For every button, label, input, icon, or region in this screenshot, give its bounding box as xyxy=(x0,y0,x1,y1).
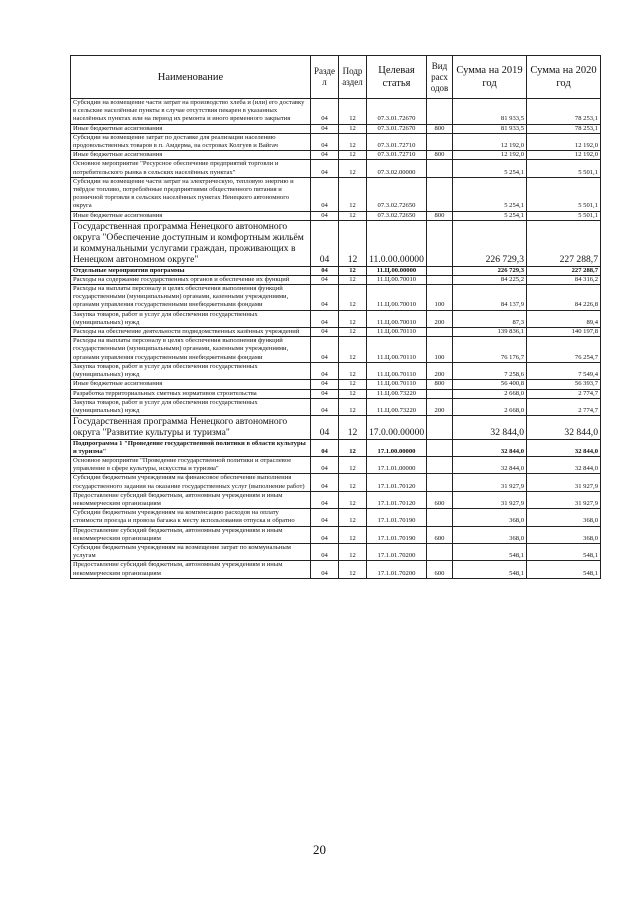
row-sum-2019: 5 254,1 xyxy=(453,211,527,220)
row-subsection: 12 xyxy=(339,133,367,150)
row-sum-2019: 368,0 xyxy=(453,509,527,526)
row-target: 17.1.01.70200 xyxy=(367,543,427,560)
row-target: 07.3.01.72670 xyxy=(367,124,427,133)
row-name: Разработка территориальных сметных нормативов строительства xyxy=(71,389,311,398)
row-sum-2020: 548,1 xyxy=(527,543,601,560)
row-sum-2020: 5 501,1 xyxy=(527,160,601,177)
row-target: 17.1.01.70120 xyxy=(367,491,427,508)
table-row xyxy=(71,133,601,150)
row-section: 04 xyxy=(311,389,339,398)
row-target: 07.3.01.72710 xyxy=(367,133,427,150)
row-sum-2019: 2 668,0 xyxy=(453,398,527,415)
row-expense-type xyxy=(427,509,453,526)
row-name: Субсидии бюджетным учреждениям на компенсацию расходов на оплату стоимости проезда и провоза багажа к месту использования отпуска и обратно xyxy=(71,509,311,526)
row-sum-2019: 32 844,0 xyxy=(453,416,527,439)
row-section: 04 xyxy=(311,99,339,125)
table-row xyxy=(71,151,601,160)
row-sum-2019: 7 258,6 xyxy=(453,362,527,379)
row-sum-2019: 5 254,1 xyxy=(453,177,527,211)
row-subsection: 12 xyxy=(339,491,367,508)
table-row xyxy=(71,439,601,456)
row-expense-type: 800 xyxy=(427,380,453,389)
row-subsection: 12 xyxy=(339,526,367,543)
row-section: 04 xyxy=(311,439,339,456)
row-expense-type xyxy=(427,543,453,560)
row-name: Субсидии на возмещение части затрат на производство хлеба и (или) его доставку в сельские населённые пункты в случае отсутствия пекарен в указанных населённых пунктах или на период их ремонта и иного временного закрытия xyxy=(71,99,311,125)
row-expense-type xyxy=(427,328,453,337)
row-name: Основное мероприятие "Ресурсное обеспечение предприятий торговли и потребительского рынка в сельских населённых пунктах" xyxy=(71,160,311,177)
row-subsection: 12 xyxy=(339,220,367,266)
row-section: 04 xyxy=(311,151,339,160)
budget-table xyxy=(70,55,601,579)
row-sum-2020: 84 226,8 xyxy=(527,285,601,311)
row-subsection: 12 xyxy=(339,160,367,177)
row-name: Предоставление субсидий бюджетным, автономным учреждениям и иным некоммерческим организациям xyxy=(71,491,311,508)
header-sum-2019: Сумма на 2019 год xyxy=(453,56,527,99)
table-row xyxy=(71,124,601,133)
row-sum-2019: 84 137,9 xyxy=(453,285,527,311)
table-row xyxy=(71,285,601,311)
table-row xyxy=(71,337,601,363)
row-expense-type xyxy=(427,266,453,275)
row-name: Субсидии на возмещение части затрат на электрическую, тепловую энергию и твёрдое топливо, потреблённые предприятиями общественного питания и розничной торговли в сельских населённых пунктах Ненецкого автономного округа xyxy=(71,177,311,211)
table-row xyxy=(71,543,601,560)
row-sum-2020: 2 774,7 xyxy=(527,398,601,415)
row-section: 04 xyxy=(311,133,339,150)
row-section: 04 xyxy=(311,362,339,379)
header-name: Наименование xyxy=(71,56,311,99)
row-expense-type: 100 xyxy=(427,285,453,311)
row-sum-2020: 78 253,1 xyxy=(527,99,601,125)
row-name: Иные бюджетные ассигнования xyxy=(71,380,311,389)
row-sum-2019: 548,1 xyxy=(453,543,527,560)
table-row xyxy=(71,211,601,220)
row-sum-2019: 32 844,0 xyxy=(453,439,527,456)
row-subsection: 12 xyxy=(339,337,367,363)
row-expense-type: 600 xyxy=(427,561,453,578)
header-sum-2020: Сумма на 2020 год xyxy=(527,56,601,99)
row-target: 17.1.01.70190 xyxy=(367,526,427,543)
row-target: 17.0.00.00000 xyxy=(367,416,427,439)
table-row xyxy=(71,99,601,125)
table-row xyxy=(71,491,601,508)
row-target: 11.Ц.00.70110 xyxy=(367,328,427,337)
row-expense-type xyxy=(427,99,453,125)
row-sum-2019: 5 254,1 xyxy=(453,160,527,177)
header-expense-type: Вид расх одов xyxy=(427,56,453,99)
row-sum-2020: 227 288,7 xyxy=(527,266,601,275)
row-section: 04 xyxy=(311,543,339,560)
page-number: 20 xyxy=(313,842,326,857)
row-subsection: 12 xyxy=(339,439,367,456)
row-sum-2020: 140 197,8 xyxy=(527,328,601,337)
row-sum-2019: 87,3 xyxy=(453,310,527,327)
row-sum-2020: 12 192,0 xyxy=(527,151,601,160)
row-section: 04 xyxy=(311,285,339,311)
row-subsection: 12 xyxy=(339,99,367,125)
row-subsection: 12 xyxy=(339,285,367,311)
row-expense-type: 100 xyxy=(427,337,453,363)
row-subsection: 12 xyxy=(339,543,367,560)
row-section: 04 xyxy=(311,474,339,491)
table-row xyxy=(71,160,601,177)
row-sum-2019: 84 225,2 xyxy=(453,275,527,284)
row-section: 04 xyxy=(311,491,339,508)
row-target: 11.Ц.00.73220 xyxy=(367,398,427,415)
row-subsection: 12 xyxy=(339,211,367,220)
row-sum-2019: 31 927,9 xyxy=(453,474,527,491)
row-target: 07.3.02.72650 xyxy=(367,177,427,211)
row-sum-2020: 7 549,4 xyxy=(527,362,601,379)
row-sum-2020: 368,0 xyxy=(527,509,601,526)
row-expense-type xyxy=(427,133,453,150)
row-name: Отдельные мероприятия программы xyxy=(71,266,311,275)
table-row xyxy=(71,328,601,337)
table-row xyxy=(71,266,601,275)
row-sum-2020: 78 253,1 xyxy=(527,124,601,133)
table-row xyxy=(71,398,601,415)
row-name: Основное мероприятие "Проведение государственной политики и отраслевое управление в сфере культуры, искусства и туризма" xyxy=(71,456,311,473)
table-row xyxy=(71,389,601,398)
row-name: Иные бюджетные ассигнования xyxy=(71,211,311,220)
row-section: 04 xyxy=(311,275,339,284)
row-sum-2019: 139 836,1 xyxy=(453,328,527,337)
row-section: 04 xyxy=(311,526,339,543)
row-sum-2020: 32 844,0 xyxy=(527,416,601,439)
row-sum-2020: 32 844,0 xyxy=(527,439,601,456)
row-target: 17.1.01.70120 xyxy=(367,474,427,491)
row-sum-2020: 2 774,7 xyxy=(527,389,601,398)
row-target: 17.1.01.70200 xyxy=(367,561,427,578)
row-expense-type: 200 xyxy=(427,362,453,379)
row-sum-2020: 31 927,9 xyxy=(527,474,601,491)
row-subsection: 12 xyxy=(339,310,367,327)
row-sum-2019: 32 844,0 xyxy=(453,456,527,473)
row-sum-2019: 12 192,0 xyxy=(453,133,527,150)
row-name: Государственная программа Ненецкого автономного округа "Обеспечение доступным и комфортным жильём и коммунальными услугами граждан, проживающих в Ненецком автономном округе" xyxy=(71,220,311,266)
row-expense-type xyxy=(427,389,453,398)
row-section: 04 xyxy=(311,220,339,266)
row-subsection: 12 xyxy=(339,124,367,133)
row-name: Субсидии на возмещение затрат по доставке для реализации населению продовольственных товаров в п. Амдерма, на островах Колгуев и Вайгач xyxy=(71,133,311,150)
row-expense-type xyxy=(427,439,453,456)
row-section: 04 xyxy=(311,124,339,133)
row-subsection: 12 xyxy=(339,328,367,337)
row-name: Закупка товаров, работ и услуг для обеспечения государственных (муниципальных) нужд xyxy=(71,310,311,327)
row-subsection: 12 xyxy=(339,266,367,275)
row-target: 11.Ц.00.70110 xyxy=(367,380,427,389)
row-expense-type xyxy=(427,160,453,177)
row-name: Государственная программа Ненецкого автономного округа "Развитие культуры и туризма" xyxy=(71,416,311,439)
table-row xyxy=(71,416,601,439)
row-target: 11.Ц.00.70010 xyxy=(367,285,427,311)
row-target: 07.3.01.72670 xyxy=(367,99,427,125)
row-target: 17.1.00.00000 xyxy=(367,439,427,456)
table-row xyxy=(71,177,601,211)
row-subsection: 12 xyxy=(339,151,367,160)
table-row xyxy=(71,526,601,543)
row-target: 07.3.02.00000 xyxy=(367,160,427,177)
table-row xyxy=(71,561,601,578)
row-expense-type: 800 xyxy=(427,124,453,133)
row-subsection: 12 xyxy=(339,474,367,491)
row-section: 04 xyxy=(311,509,339,526)
row-target: 11.Ц.00.70110 xyxy=(367,362,427,379)
row-section: 04 xyxy=(311,328,339,337)
row-sum-2020: 5 501,1 xyxy=(527,211,601,220)
row-subsection: 12 xyxy=(339,416,367,439)
row-name: Иные бюджетные ассигнования xyxy=(71,124,311,133)
row-sum-2019: 81 933,5 xyxy=(453,124,527,133)
header-section: Разде л xyxy=(311,56,339,99)
row-section: 04 xyxy=(311,398,339,415)
row-section: 04 xyxy=(311,561,339,578)
row-sum-2019: 56 400,8 xyxy=(453,380,527,389)
row-name: Закупка товаров, работ и услуг для обеспечения государственных (муниципальных) нужд xyxy=(71,398,311,415)
row-expense-type xyxy=(427,416,453,439)
row-sum-2020: 12 192,0 xyxy=(527,133,601,150)
row-sum-2019: 226 729,3 xyxy=(453,266,527,275)
row-target: 11.Ц.00.70010 xyxy=(367,275,427,284)
row-target: 11.Ц.00.70110 xyxy=(367,337,427,363)
row-target: 07.3.02.72650 xyxy=(367,211,427,220)
row-name: Подпрограмма 1 "Проведение государственной политики в области культуры и туризма" xyxy=(71,439,311,456)
row-target: 11.Ц.00.00000 xyxy=(367,266,427,275)
row-expense-type: 800 xyxy=(427,151,453,160)
row-sum-2020: 89,4 xyxy=(527,310,601,327)
row-expense-type: 600 xyxy=(427,526,453,543)
row-target: 11.Ц.00.70010 xyxy=(367,310,427,327)
row-section: 04 xyxy=(311,310,339,327)
row-expense-type: 800 xyxy=(427,211,453,220)
row-sum-2020: 548,1 xyxy=(527,561,601,578)
row-section: 04 xyxy=(311,266,339,275)
row-section: 04 xyxy=(311,177,339,211)
row-sum-2019: 31 927,9 xyxy=(453,491,527,508)
row-sum-2019: 76 176,7 xyxy=(453,337,527,363)
row-name: Расходы на обеспечение деятельности подведомственных казённых учреждений xyxy=(71,328,311,337)
row-expense-type xyxy=(427,456,453,473)
row-subsection: 12 xyxy=(339,398,367,415)
row-subsection: 12 xyxy=(339,509,367,526)
row-subsection: 12 xyxy=(339,561,367,578)
row-subsection: 12 xyxy=(339,380,367,389)
header-subsection: Подр аздел xyxy=(339,56,367,99)
row-sum-2019: 12 192,0 xyxy=(453,151,527,160)
table-row xyxy=(71,362,601,379)
row-name: Расходы на выплаты персоналу в целях обеспечения выполнения функций государственными (муниципальными) органами, казенными учреждениями, органами управления государственными внебюджетными фондами xyxy=(71,285,311,311)
row-section: 04 xyxy=(311,456,339,473)
row-subsection: 12 xyxy=(339,362,367,379)
row-target: 11.Ц.00.73220 xyxy=(367,389,427,398)
table-row xyxy=(71,220,601,266)
table-header-row xyxy=(71,56,601,99)
row-section: 04 xyxy=(311,337,339,363)
row-sum-2020: 5 501,1 xyxy=(527,177,601,211)
row-target: 17.1.01.70190 xyxy=(367,509,427,526)
row-expense-type: 600 xyxy=(427,491,453,508)
row-section: 04 xyxy=(311,211,339,220)
table-row xyxy=(71,380,601,389)
row-target: 11.0.00.00000 xyxy=(367,220,427,266)
row-subsection: 12 xyxy=(339,456,367,473)
row-sum-2020: 31 927,9 xyxy=(527,491,601,508)
row-expense-type: 200 xyxy=(427,398,453,415)
row-sum-2020: 56 393,7 xyxy=(527,380,601,389)
row-section: 04 xyxy=(311,380,339,389)
row-name: Субсидии бюджетным учреждениям на финансовое обеспечение выполнения государственного задания на оказание государственных услуг (выполнение работ) xyxy=(71,474,311,491)
table-row xyxy=(71,456,601,473)
row-subsection: 12 xyxy=(339,275,367,284)
row-sum-2019: 226 729,3 xyxy=(453,220,527,266)
row-expense-type xyxy=(427,474,453,491)
row-name: Субсидии бюджетным учреждениям на возмещение затрат по коммунальным услугам xyxy=(71,543,311,560)
row-sum-2020: 32 844,0 xyxy=(527,456,601,473)
row-section: 04 xyxy=(311,160,339,177)
row-sum-2019: 368,0 xyxy=(453,526,527,543)
header-target: Целевая статья xyxy=(367,56,427,99)
row-target: 17.1.01.00000 xyxy=(367,456,427,473)
row-expense-type xyxy=(427,177,453,211)
row-subsection: 12 xyxy=(339,389,367,398)
row-sum-2019: 548,1 xyxy=(453,561,527,578)
table-row xyxy=(71,275,601,284)
row-name: Расходы на выплаты персоналу в целях обеспечения выполнения функций государственными (муниципальными) органами, казенными учреждениями, органами управления государственными внебюджетными фондами xyxy=(71,337,311,363)
row-name: Иные бюджетные ассигнования xyxy=(71,151,311,160)
row-name: Закупка товаров, работ и услуг для обеспечения государственных (муниципальных) нужд xyxy=(71,362,311,379)
table-row xyxy=(71,474,601,491)
row-sum-2020: 368,0 xyxy=(527,526,601,543)
table-row xyxy=(71,310,601,327)
row-sum-2020: 76 254,7 xyxy=(527,337,601,363)
row-name: Предоставление субсидий бюджетным, автономным учреждениям и иным некоммерческим организациям xyxy=(71,561,311,578)
row-sum-2020: 227 288,7 xyxy=(527,220,601,266)
row-target: 07.3.01.72710 xyxy=(367,151,427,160)
table-row xyxy=(71,509,601,526)
row-sum-2020: 84 316,2 xyxy=(527,275,601,284)
row-name: Расходы на содержание государственных органов и обеспечение их функций xyxy=(71,275,311,284)
row-section: 04 xyxy=(311,416,339,439)
row-sum-2019: 81 933,5 xyxy=(453,99,527,125)
row-name: Предоставление субсидий бюджетным, автономным учреждениям и иным некоммерческим организациям xyxy=(71,526,311,543)
row-expense-type xyxy=(427,220,453,266)
row-expense-type: 200 xyxy=(427,310,453,327)
row-sum-2019: 2 668,0 xyxy=(453,389,527,398)
row-expense-type xyxy=(427,275,453,284)
row-subsection: 12 xyxy=(339,177,367,211)
